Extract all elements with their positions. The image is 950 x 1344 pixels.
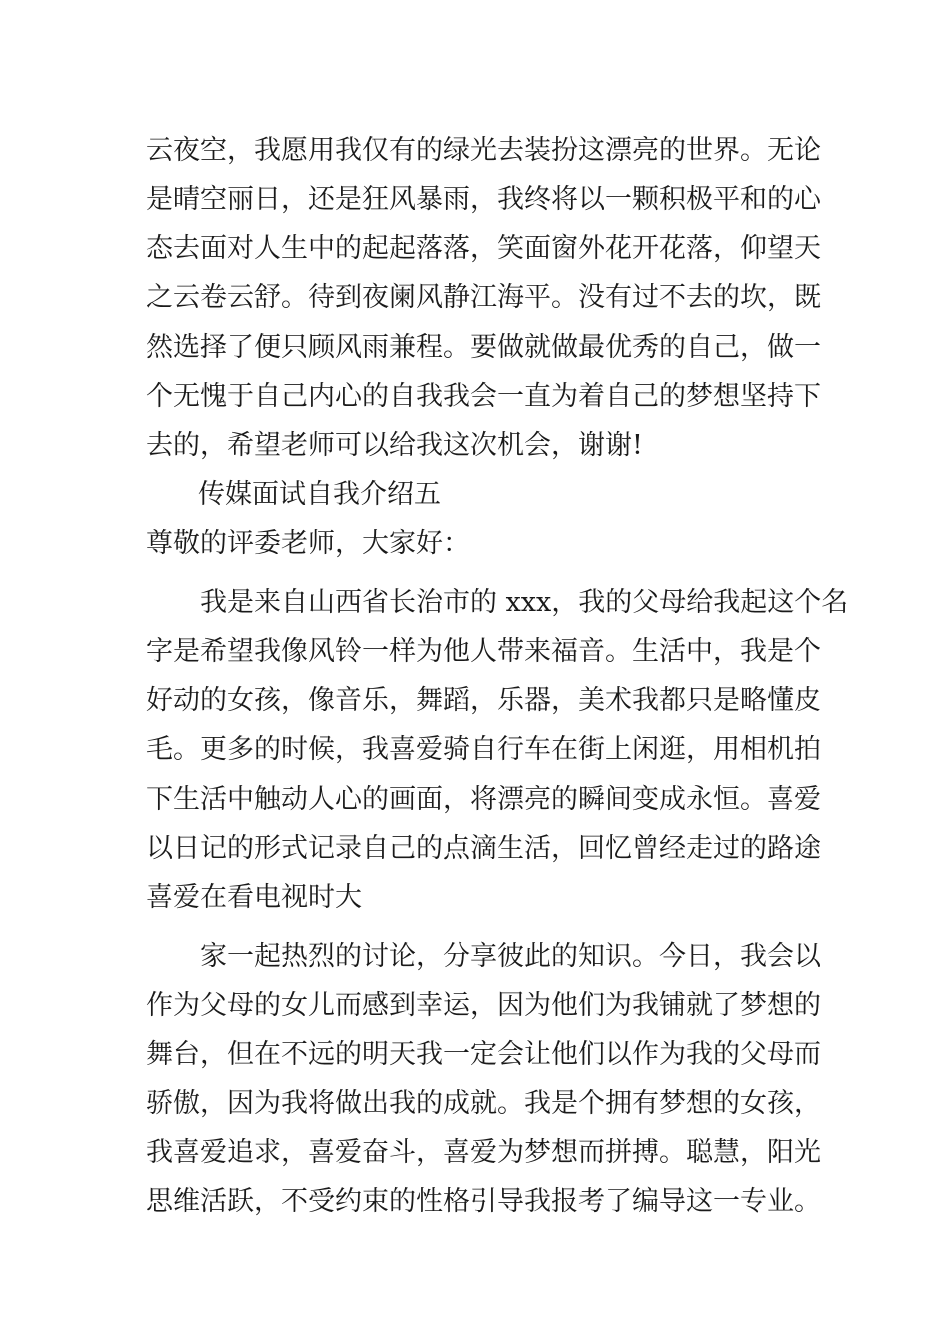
text-line: 下生活中触动人心的画面，将漂亮的瞬间变成永恒。喜爱 xyxy=(146,784,821,815)
text-line: 家一起热烈的讨论，分享彼此的知识。今日，我会以 xyxy=(200,941,821,972)
text-line: 舞台，但在不远的明天我一定会让他们以作为我的父母而 xyxy=(146,1039,821,1070)
text-line: 喜爱在看电视时大 xyxy=(146,882,362,913)
section-heading: 传媒面试自我介绍五 xyxy=(198,479,441,510)
text-line: 我是来自山西省长治市的 xxx，我的父母给我起这个名 xyxy=(200,587,849,618)
salutation: 尊敬的评委老师，大家好： xyxy=(146,528,470,559)
text-line: 态去面对人生中的起起落落，笑面窗外花开花落，仰望天 xyxy=(146,233,821,264)
text-line: 毛。更多的时候，我喜爱骑自行车在街上闲逛，用相机拍 xyxy=(146,734,821,765)
text-line: 之云卷云舒。待到夜阑风静江海平。没有过不去的坎，既 xyxy=(146,282,821,313)
text-line: 云夜空，我愿用我仅有的绿光去装扮这漂亮的世界。无论 xyxy=(146,135,821,166)
text-line: 好动的女孩，像音乐，舞蹈，乐器，美术我都只是略懂皮 xyxy=(146,685,821,716)
text-line: 我喜爱追求，喜爱奋斗，喜爱为梦想而拼搏。聪慧，阳光 xyxy=(146,1137,821,1168)
text-line: 骄傲，因为我将做出我的成就。我是个拥有梦想的女孩， xyxy=(146,1088,821,1119)
text-line: 以日记的形式记录自己的点滴生活，回忆曾经走过的路途 xyxy=(146,833,821,864)
text-line: 是晴空丽日，还是狂风暴雨，我终将以一颗积极平和的心 xyxy=(146,184,821,215)
text-line: 个无愧于自己内心的自我我会一直为着自己的梦想坚持下 xyxy=(146,381,821,412)
text-line: 字是希望我像风铃一样为他人带来福音。生活中，我是个 xyxy=(146,636,821,667)
text-line: 思维活跃，不受约束的性格引导我报考了编导这一专业。 xyxy=(146,1186,821,1217)
text-line: 去的，希望老师可以给我这次机会，谢谢! xyxy=(146,430,643,461)
text-line: 然选择了便只顾风雨兼程。要做就做最优秀的自己，做一 xyxy=(146,332,821,363)
text-line: 作为父母的女儿而感到幸运，因为他们为我铺就了梦想的 xyxy=(146,990,821,1021)
